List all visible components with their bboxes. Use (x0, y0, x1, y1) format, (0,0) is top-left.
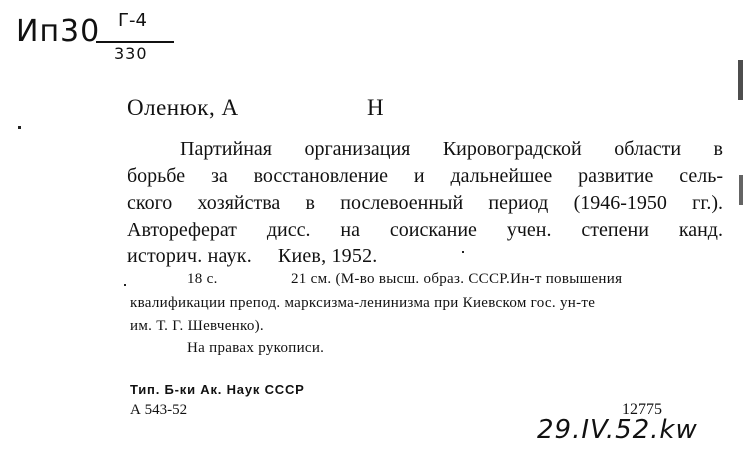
publisher-note-line: им. Т. Г. Шевченко). (130, 318, 264, 334)
edge-scan-mark (738, 60, 743, 100)
page-count: 18 с. (187, 271, 218, 287)
title-line: борьбе за восстановление и дальнейшее развитие сель- (127, 165, 723, 187)
title-line: ского хозяйства в послевоенный период (1946-1950 гг.). (127, 192, 723, 214)
handwritten-date: 29.IV.52.kw (537, 415, 698, 445)
shelfmark-fraction-line (96, 41, 174, 43)
shelfmark-numerator: Г-4 (118, 10, 147, 31)
title-line: Партийная организация Кировоградской области в (180, 138, 723, 160)
author-initial: Н (367, 95, 384, 120)
shelfmark-denominator: 330 (114, 44, 148, 63)
title-line: Автореферат дисс. на соискание учен. степени канд. (127, 219, 723, 241)
publisher-note-line: квалификации препод. марксизма-ленинизма при Киевском гос. ун-те (130, 295, 596, 311)
shelfmark-main: Ип30 (16, 14, 101, 49)
margin-dot (18, 126, 21, 129)
author-name: Оленюк, А (127, 95, 239, 120)
edge-scan-mark (739, 175, 743, 205)
margin-dot (462, 251, 464, 253)
print-house: Тип. Б-ки Ак. Наук СССР (130, 382, 305, 397)
margin-dot (124, 284, 126, 286)
card-number: 12775 (622, 401, 662, 418)
title-line: историч. наук. Киев, 1952. (127, 245, 378, 267)
size-info: 21 см. (М-во высш. образ. СССР.Ин-т повышения (291, 271, 623, 287)
manuscript-rights-note: На правах рукописи. (187, 340, 325, 356)
order-number: А 543-52 (130, 402, 188, 418)
